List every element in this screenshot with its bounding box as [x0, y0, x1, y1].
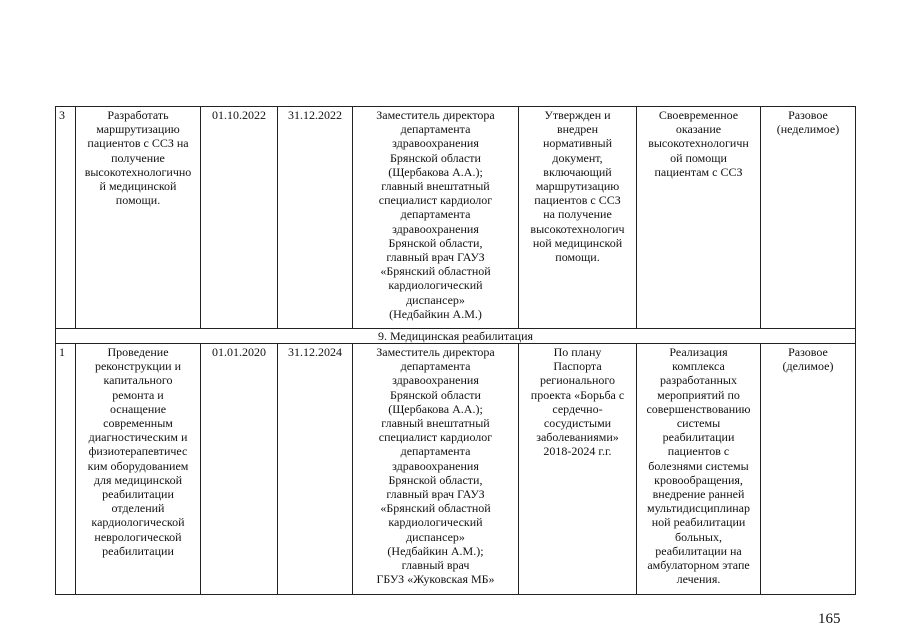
text-line: мероприятий по [657, 387, 740, 402]
end-date: 31.12.2022 [278, 107, 353, 329]
text-line: Брянской области [390, 387, 481, 402]
text-line: Разовое [788, 345, 828, 359]
page-number: 165 [818, 611, 841, 627]
text-line: По плану [553, 345, 602, 359]
text-line: здравоохранения [392, 373, 479, 388]
text-line: внедрен [556, 122, 599, 137]
text-line: кардиологический [388, 278, 483, 293]
table-row [56, 344, 856, 595]
text-line: Заместитель директора [376, 345, 495, 359]
text-line: маршрутизацию [535, 179, 620, 194]
text-line: диспансер» [406, 529, 465, 544]
event-cell [76, 344, 201, 595]
text-line: реконструкции и [94, 359, 182, 374]
text-line: (Щербакова А.А.); [388, 164, 483, 179]
text-line: реабилитации [662, 430, 735, 445]
measures-table [55, 106, 856, 595]
text-line: совершенствованию [646, 401, 751, 416]
text-line: сосудистыми [543, 416, 612, 431]
text-line: лечения. [676, 572, 721, 587]
responsible-cell [353, 107, 519, 329]
text-line: разработанных [660, 373, 737, 388]
text-line: Проведение [107, 345, 169, 359]
text-line: Брянской области [390, 150, 481, 165]
text-line: современным [103, 416, 173, 431]
text-line: проекта «Борьба с [530, 387, 625, 402]
text-line: Заместитель директора [376, 108, 495, 122]
text-line: реабилитации на [655, 543, 742, 558]
text-line: 2018-2024 г.г. [543, 444, 612, 459]
indicator-cell [637, 107, 761, 329]
text-line: диспансер» [406, 292, 465, 307]
text-line: болезнями системы [648, 458, 749, 473]
text-line: системы [676, 416, 721, 431]
text-line: неврологической [94, 529, 182, 544]
type-cell [761, 344, 856, 595]
text-line: ГБУЗ «Жуковская МБ» [376, 572, 495, 587]
text-line: й медицинской [99, 179, 177, 194]
text-line: департамента [400, 122, 471, 137]
text-line: Разработать [107, 108, 169, 122]
text-line: пациентам с ССЗ [654, 164, 743, 179]
text-line: (Недбайкин А.М.) [389, 306, 482, 321]
text-line: на получение [543, 207, 612, 222]
text-line: главный врач ГАУЗ [386, 250, 485, 265]
text-line: мультидисциплинар [646, 501, 750, 516]
start-date: 01.10.2022 [201, 107, 278, 329]
text-line: «Брянский областной [380, 264, 491, 279]
text-line: ой помощи [670, 150, 727, 165]
text-line: (Щербакова А.А.); [388, 401, 483, 416]
section-header-row [56, 329, 856, 344]
text-line: кровообращения, [654, 472, 743, 487]
text-line: пациентов с [667, 444, 730, 459]
text-line: (Недбайкин А.М.); [387, 543, 484, 558]
text-line: физиотерапевтичес [88, 444, 188, 459]
text-line: главный внештатный [381, 179, 490, 194]
result-cell [519, 344, 637, 595]
text-line: для медицинской [93, 472, 183, 487]
text-line: департамента [400, 444, 471, 459]
text-line: главный внештатный [381, 416, 490, 431]
text-line: оснащение [109, 401, 167, 416]
text-line: регионального [539, 373, 616, 388]
text-line: высокотехнологичн [648, 136, 749, 151]
text-line: департамента [400, 359, 471, 374]
type-cell [761, 107, 856, 329]
text-line: здравоохранения [392, 458, 479, 473]
text-line: высокотехнологич [530, 221, 625, 236]
text-line: внедрение ранней [652, 487, 745, 502]
text-line: комплекса [672, 359, 725, 374]
text-line: Разовое [788, 108, 828, 122]
text-line: пациентов с ССЗ на [87, 136, 189, 151]
text-line: Брянской области, [388, 235, 483, 250]
text-line: включающий [543, 164, 612, 179]
text-line: «Брянский областной [380, 501, 491, 516]
text-line: маршрутизацию [96, 122, 180, 137]
event-cell [76, 107, 201, 329]
text-line: помощи. [115, 193, 161, 208]
text-line: реабилитации [102, 543, 174, 558]
end-date: 31.12.2024 [278, 344, 353, 595]
text-line: помощи. [555, 250, 600, 265]
text-line: специалист кардиолог [378, 193, 493, 208]
text-line: Брянской области, [388, 472, 483, 487]
text-line: документ, [552, 150, 603, 165]
text-line: главный врач [401, 558, 470, 573]
start-date: 01.01.2020 [201, 344, 278, 595]
indicator-cell [637, 344, 761, 595]
text-line: кардиологической [91, 515, 185, 530]
text-line: диагностическим и [88, 430, 188, 445]
row-number: 3 [56, 107, 76, 329]
text-line: высокотехнологично [84, 164, 192, 179]
text-line: Реализация [669, 345, 728, 359]
text-line: здравоохранения [392, 136, 479, 151]
text-line: нормативный [542, 136, 612, 151]
text-line: ной медицинской [532, 235, 623, 250]
result-cell [519, 107, 637, 329]
text-line: капитального [103, 373, 173, 388]
text-line: сердечно- [552, 401, 603, 416]
row-number: 1 [56, 344, 76, 595]
text-line: оказание [675, 122, 722, 137]
text-line: реабилитации [102, 487, 174, 502]
text-line: больных, [675, 529, 722, 544]
text-line: ремонта и [112, 387, 164, 402]
text-line: Утвержден и [544, 108, 611, 122]
text-line: здравоохранения [392, 221, 479, 236]
text-line: (неделимое) [776, 122, 840, 137]
text-line: амбулаторном этапе [647, 558, 750, 573]
text-line: получение [111, 150, 165, 165]
text-line: (делимое) [782, 359, 834, 374]
text-line: заболеваниями» [536, 430, 619, 445]
table-row [56, 107, 856, 329]
responsible-cell [353, 344, 519, 595]
text-line: главный врач ГАУЗ [386, 487, 485, 502]
text-line: отделений [111, 501, 165, 516]
section-title: 9. Медицинская реабилитация [56, 329, 856, 344]
text-line: кардиологический [388, 515, 483, 530]
text-line: Паспорта [553, 359, 602, 374]
text-line: департамента [400, 207, 471, 222]
text-line: ной реабилитации [651, 515, 746, 530]
text-line: ким оборудованием [87, 458, 189, 473]
text-line: пациентов с ССЗ [534, 193, 621, 208]
text-line: Своевременное [658, 108, 739, 122]
text-line: специалист кардиолог [378, 430, 493, 445]
